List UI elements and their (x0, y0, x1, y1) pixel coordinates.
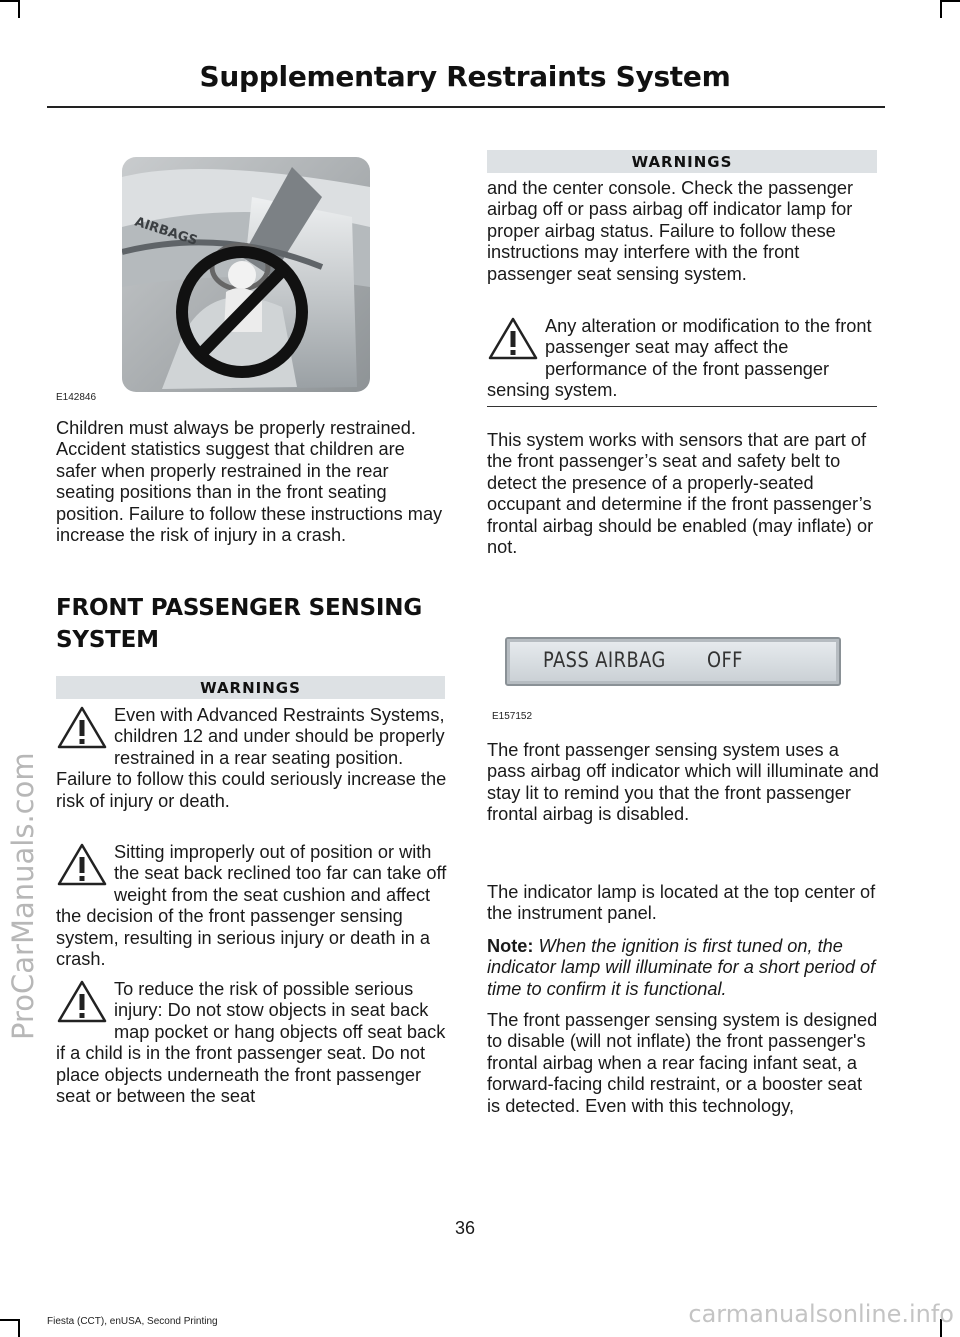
warning-triangle-icon (487, 316, 539, 362)
system-paragraph: This system works with sensors that are part of the front passenger’s seat and safety belt to detect the presence of a properly-seated occupant and determine if the front passenger’s frontal airbag should be enabled (may inflate) or not. (487, 430, 874, 558)
warnings-header: WARNINGS (487, 150, 877, 173)
crop-mark (18, 1319, 20, 1337)
disable-paragraph: The front passenger sensing system is designed to disable (will not inflate) the front passenger's frontal airbag when a rear facing infant seat, a forward-facing child restraint, or a booster seat is detected. Even with this technology, (487, 1010, 878, 1116)
crop-mark (942, 0, 960, 2)
child-seat-figure (122, 157, 370, 392)
warning-triangle-icon (56, 979, 108, 1025)
intro-paragraph: Children must always be properly restrained. Accident statistics suggest that children are safer when properly restrained in the rear seating positions than in the front seating position. Failure to follow these instructions may increase the risk of injury in a crash. (56, 418, 443, 546)
page-title: Supplementary Restraints System (199, 60, 731, 93)
note-paragraph (487, 936, 879, 1000)
header-divider (47, 106, 885, 108)
warning-triangle-icon (56, 705, 108, 751)
indicator-text-left: PASS AIRBAG (543, 648, 666, 672)
warning-text: Sitting improperly out of position or with the seat back reclined too far can take off weight from the seat cushion and affect the decision of the front passenger sensing system, resulting in serious injury or death in a crash. (56, 842, 447, 970)
indicator-paragraph: The front passenger sensing system uses a pass airbag off indicator which will illuminate and stay lit to remind you that the front passenger frontal airbag is disabled. (487, 740, 879, 825)
warning-item (56, 842, 448, 970)
bottom-watermark: carmanualsonline.info (688, 1300, 954, 1328)
warning-text: Even with Advanced Restraints Systems, children 12 and under should be properly restrained in a rear seating position. Failure to follow this could seriously increase the risk of injury or death. (56, 705, 447, 811)
child-seat-illustration (122, 157, 370, 392)
warning-triangle-icon (56, 842, 108, 888)
crop-mark (0, 1319, 18, 1321)
indicator-text-right: OFF (707, 648, 743, 672)
airbags-label: AIRBAGS (132, 214, 200, 249)
warnings-header: WARNINGS (56, 676, 445, 699)
warning-text: Any alteration or modification to the front passenger seat may affect the performance of the front passenger sensing system. (487, 316, 872, 401)
crop-mark (18, 0, 20, 18)
location-paragraph: The indicator lamp is located at the top center of the instrument panel. (487, 882, 876, 924)
warning-item (56, 705, 448, 812)
warning-continued-text: and the center console. Check the passenger airbag off or pass airbag off indicator lamp for proper airbag status. Failure to follow these instructions may interfere with the front passenger seat sensing system. (487, 178, 854, 284)
footer-text: Fiesta (CCT), enUSA, Second Printing (47, 1316, 218, 1327)
section-heading: FRONT PASSENGER SENSING SYSTEM (56, 595, 423, 653)
note-text: When the ignition is first tuned on, the indicator lamp will illuminate for a short period of time to confirm it is functional. (487, 936, 876, 999)
note-label: Note: (487, 936, 534, 956)
warning-text: To reduce the risk of possible serious injury: Do not stow objects in seat back map pocket or hang objects off seat back if a child is in the front passenger seat. Do not place objects underneath the front passenger seat or between the seat (56, 979, 446, 1107)
side-watermark: ProCarManuals.com (6, 752, 40, 1040)
warning-item (56, 979, 448, 1107)
figure-code: E157152 (492, 711, 533, 722)
warnings-end-divider (487, 406, 877, 407)
page-number: 36 (454, 1218, 476, 1238)
crop-mark (940, 0, 942, 18)
pass-airbag-off-indicator (505, 637, 841, 686)
warning-item (487, 316, 879, 402)
figure-code: E142846 (56, 392, 97, 403)
crop-mark (0, 0, 18, 2)
